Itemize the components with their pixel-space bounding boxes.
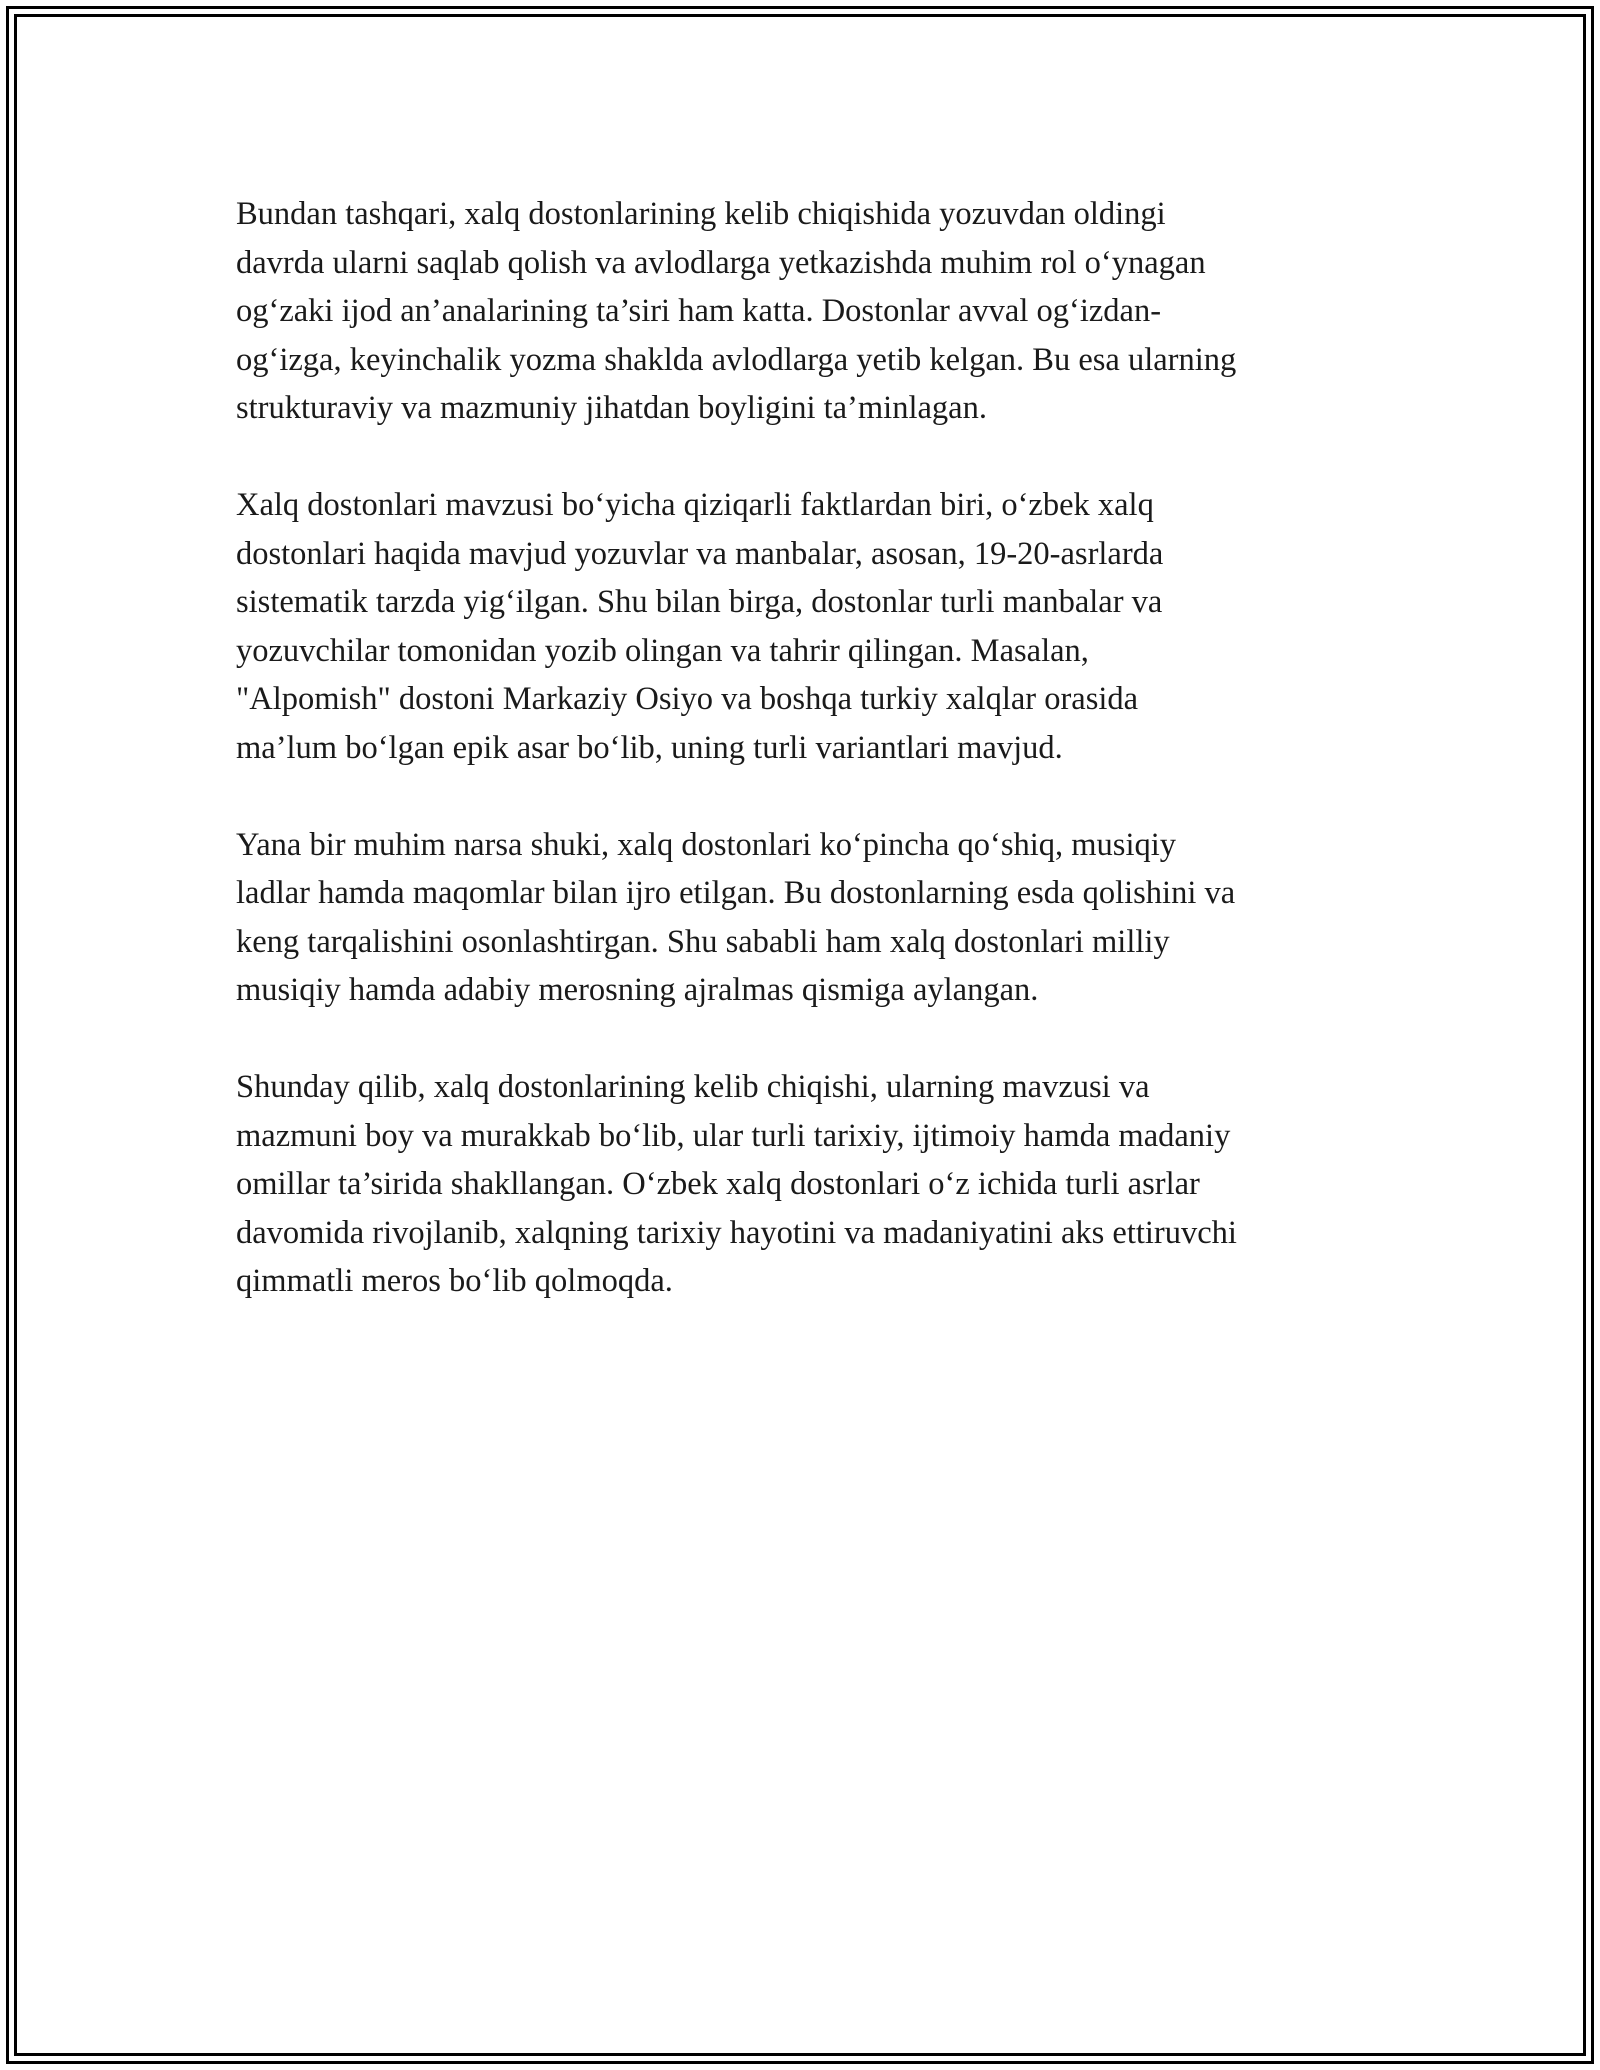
- text-line: yozuvchilar tomonidan yozib olingan va tahrir qilingan. Masalan,: [236, 632, 1089, 669]
- text-line: strukturaviy va mazmuniy jihatdan boyligini ta’minlagan.: [236, 390, 987, 426]
- text-line: Yana bir muhim narsa shuki, xalq dostonlari ko‘pincha qo‘shiq, musiqiy: [236, 826, 1177, 863]
- text-line: "Alpomish" dostoni Markaziy Osiyo va boshqa turkiy xalqlar orasida: [236, 681, 1139, 717]
- text-line: og‘izga, keyinchalik yozma shaklda avlodlarga yetib kelgan. Bu esa ularning: [236, 341, 1237, 378]
- document-body: [236, 190, 1386, 1354]
- text-line: Bundan tashqari, xalq dostonlarining kelib chiqishida yozuvdan oldingi: [236, 196, 1166, 232]
- text-line: ma’lum bo‘lgan epik asar bo‘lib, uning turli variantlari mavjud.: [236, 729, 1063, 766]
- text-line: ladlar hamda maqomlar bilan ijro etilgan. Bu dostonlarning esda qolishini va: [236, 875, 1236, 911]
- text-line: musiqiy hamda adabiy merosning ajralmas qismiga aylangan.: [236, 972, 1039, 1008]
- text-line: davomida rivojlanib, xalqning tarixiy hayotini va madaniyatini aks ettiruvchi: [236, 1214, 1237, 1251]
- text-line: qimmatli meros bo‘lib qolmoqda.: [236, 1263, 673, 1299]
- text-line: davrda ularni saqlab qolish va avlodlarga yetkazishda muhim rol o‘ynagan: [236, 244, 1206, 281]
- text-line: omillar ta’sirida shakllangan. O‘zbek xalq dostonlari o‘z ichida turli asrlar: [236, 1166, 1200, 1202]
- text-line: sistematik tarzda yig‘ilgan. Shu bilan birga, dostonlar turli manbalar va: [236, 584, 1163, 620]
- text-line: Xalq dostonlari mavzusi bo‘yicha qiziqarli faktlardan biri, o‘zbek xalq: [236, 487, 1154, 523]
- text-line: keng tarqalishini osonlashtirgan. Shu sababli ham xalq dostonlari milliy: [236, 923, 1170, 960]
- text-line: Shunday qilib, xalq dostonlarining kelib chiqishi, ularning mavzusi va: [236, 1069, 1150, 1105]
- paragraph-1: [236, 190, 1386, 433]
- text-line: mazmuni boy va murakkab bo‘lib, ular turli tarixiy, ijtimoiy hamda madaniy: [236, 1117, 1231, 1154]
- text-line: dostonlari haqida mavjud yozuvlar va manbalar, asosan, 19-20-asrlarda: [236, 535, 1164, 572]
- paragraph-3: [236, 821, 1386, 1015]
- text-line: og‘zaki ijod an’analarining ta’siri ham katta. Dostonlar avval og‘izdan-: [236, 293, 1162, 329]
- paragraph-4: [236, 1063, 1386, 1306]
- paragraph-2: [236, 481, 1386, 772]
